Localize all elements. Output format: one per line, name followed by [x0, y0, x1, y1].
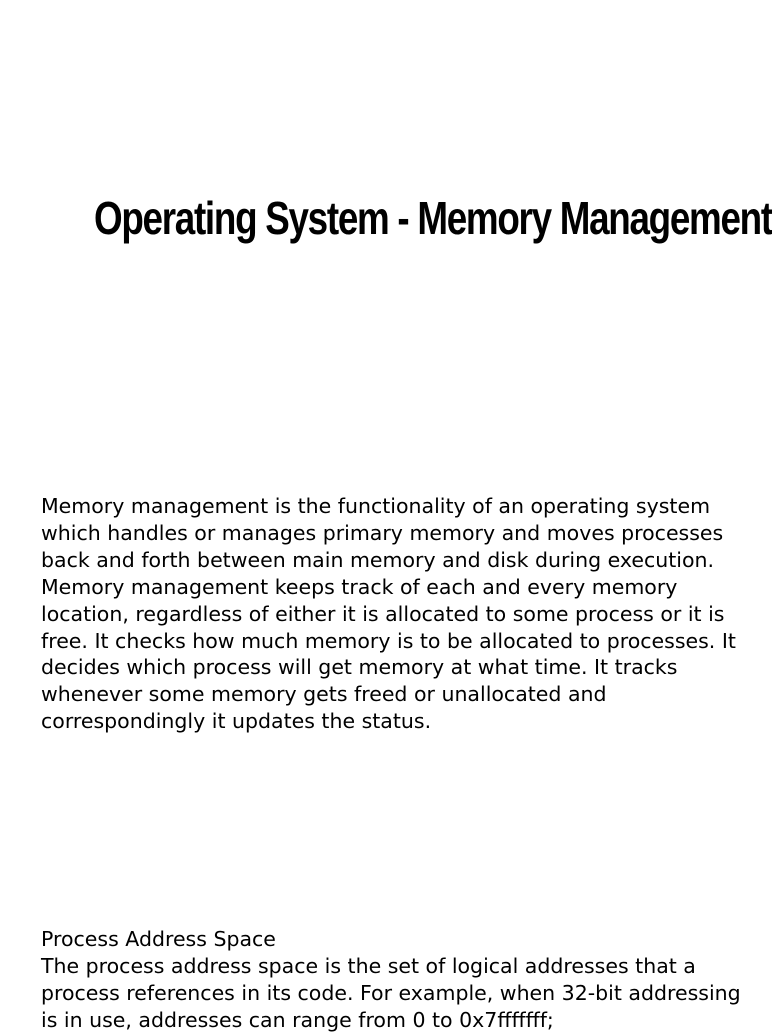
document-title: Operating System - Memory Management: [94, 192, 772, 244]
section-paragraph: The process address space is the set of logical addresses that a process references in its code. For example, when 32-bit addressing is in use, addresses can range from 0 to 0x7fffffff;: [41, 954, 741, 1032]
intro-paragraph: Memory management is the functionality of an operating system which handles or manages primary memory and moves processes back and forth between main memory and disk during execution. Memory management keeps track of each and every memory location, regardless of either it is allocated to some process or it is free. It checks how much memory is to be allocated to processes. It decides which process will get memory at what time. It tracks whenever some memory gets freed or unallocated and correspondingly it updates the status.: [41, 494, 736, 734]
title-container: [94, 176, 772, 260]
section-heading: Process Address Space: [41, 927, 276, 951]
